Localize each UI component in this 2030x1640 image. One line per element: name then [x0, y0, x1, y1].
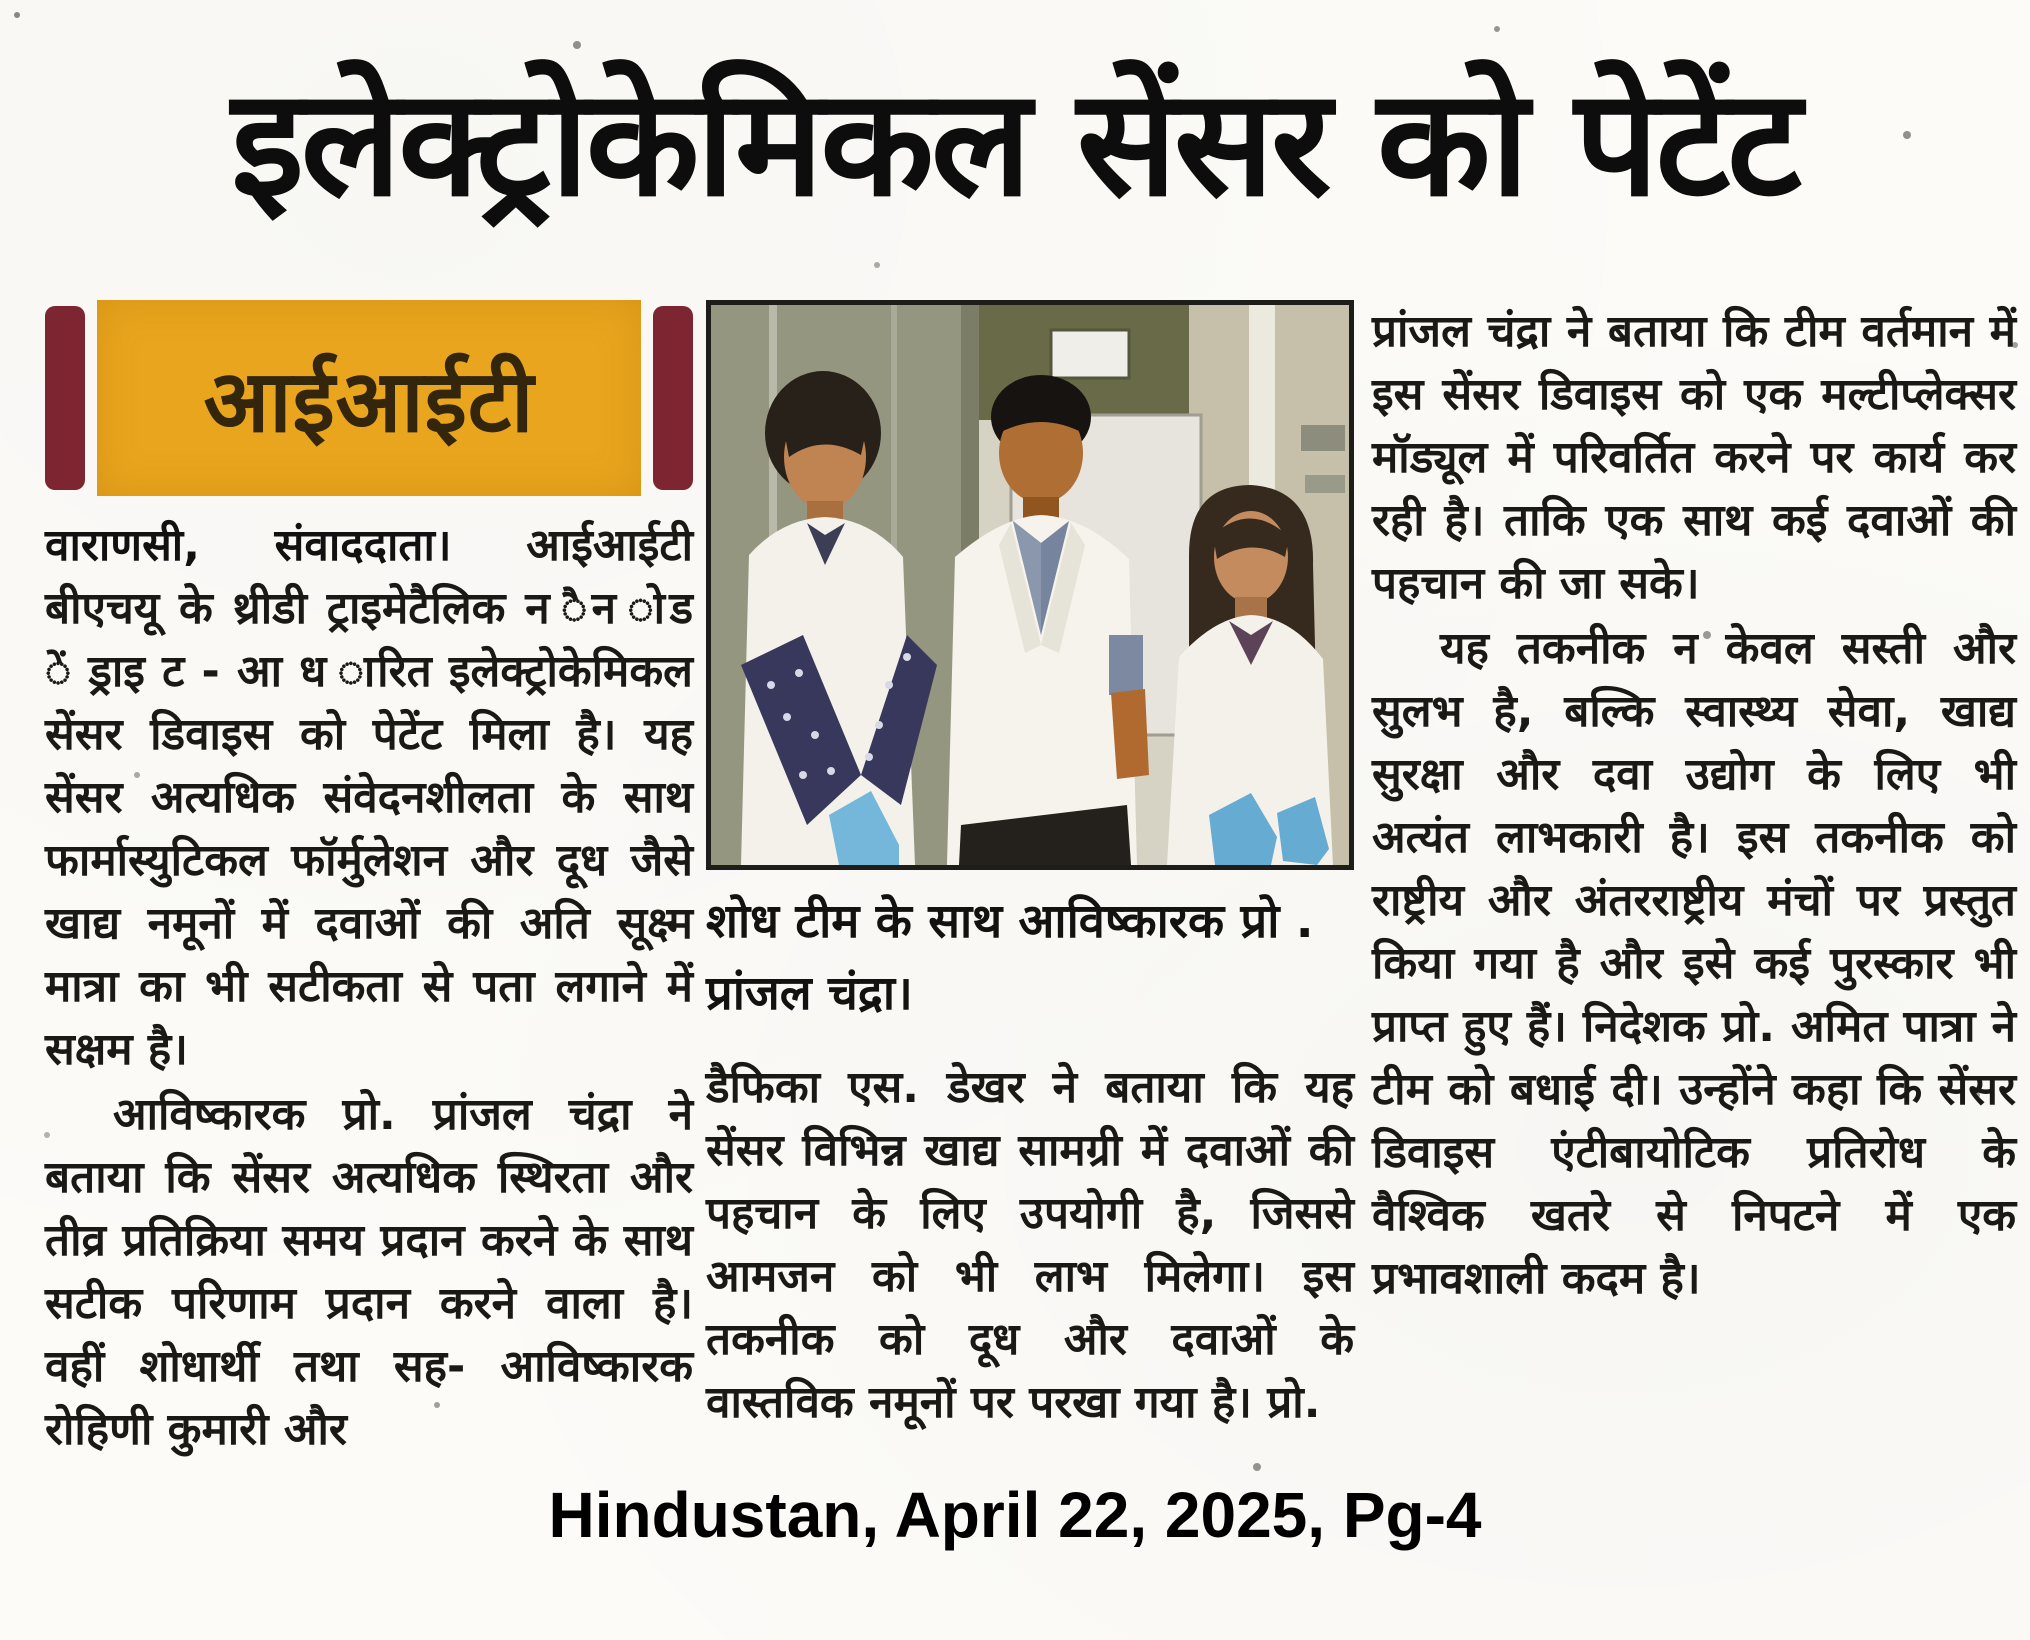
section-badge — [45, 300, 693, 496]
badge-background — [97, 300, 641, 496]
middle-column — [706, 300, 1354, 1434]
team-photo-illustration — [711, 305, 1349, 865]
right-paragraph-2: यह तकनीक न केवल सस्ती और सुलभ है, बल्कि स्वास्थ्य सेवा, खाद्य सुरक्षा और दवा उद्योग के लिए भी अत्यंत लाभकारी है। इस तकनीक को राष्ट्रीय और अंतरराष्ट्रीय मंचों पर प्रस्तुत किया गया है और इसे कई पुरस्कार भी प्राप्त हुए हैं। निदेशक प्रो. अमित पात्रा ने टीम को बधाई दी। उन्होंने कहा कि सेंसर डिवाइस एंटीबायोटिक प्रतिरोध के वैश्विक खतरे से निपटने में एक प्रभावशाली कदम है। — [1372, 623, 2016, 1304]
left-paragraph-2: आविष्कारक प्रो. प्रांजल चंद्रा ने बताया कि सेंसर अत्यधिक स्थिरता और तीव्र प्रतिक्रिया समय प्रदान करने के साथ सटीक परिणाम प्रदान करने वाला है। वहीं शोधार्थी तथा सह- आविष्कारक रोहिणी कुमारी और — [45, 1089, 693, 1455]
left-paragraph-1-text: आईआईटी बीएचयू के थ्रीडी ट्राइमेटैलिक न ैन ोड ें ड्राइ ट - आ ध ारित इलेक्ट्रोकेमिकल सेंसर डिवाइस को पेटेंट मिला है। यह सेंसर अत्यधिक संवेदनशीलता के साथ फार्मास्युटिकल फॉर्मुलेशन और दूध जैसे खाद्य नमूनों में दवाओं की अति सूक्ष्म मात्रा का भी सटीकता से पता लगाने में सक्षम है। — [45, 520, 693, 1075]
dateline: वाराणसी, संवाददाता। — [45, 520, 452, 571]
right-column — [1372, 300, 2016, 1310]
left-paragraph-1 — [45, 514, 693, 1081]
badge-left-cap — [45, 306, 85, 490]
source-attribution: Hindustan, April 22, 2025, Pg-4 — [548, 1479, 1482, 1551]
right-paragraph-1: प्रांजल चंद्रा ने बताया कि टीम वर्तमान में इस सेंसर डिवाइस को एक मल्टीप्लेक्सर मॉड्यूल में परिवर्तित करने पर कार्य कर रही है। ताकि एक साथ कई दवाओं की पहचान की जा सके। — [1372, 306, 2016, 609]
middle-paragraph-1: डैफिका एस. डेखर ने बताया कि यह सेंसर विभिन्न खाद्य सामग्री में दवाओं की पहचान के लिए उपयोगी है, जिससे आमजन को भी लाभ मिलेगा। इस तकनीक को दूध और दवाओं के वास्तविक नमूनों पर परखा गया है। प्रो. — [706, 1062, 1354, 1428]
team-photo — [706, 300, 1354, 870]
headline: इलेक्ट्रोकेमिकल सेंसर को पेटेंट — [231, 57, 1799, 229]
badge-label: आईआईटी — [203, 351, 535, 452]
left-column — [45, 300, 693, 1461]
scan-dust-specks — [14, 12, 20, 18]
photo-caption: शोध टीम के साथ आविष्कारक प्रो . प्रांजल चंद्रा। — [706, 894, 1314, 1021]
badge-right-cap — [653, 306, 693, 490]
